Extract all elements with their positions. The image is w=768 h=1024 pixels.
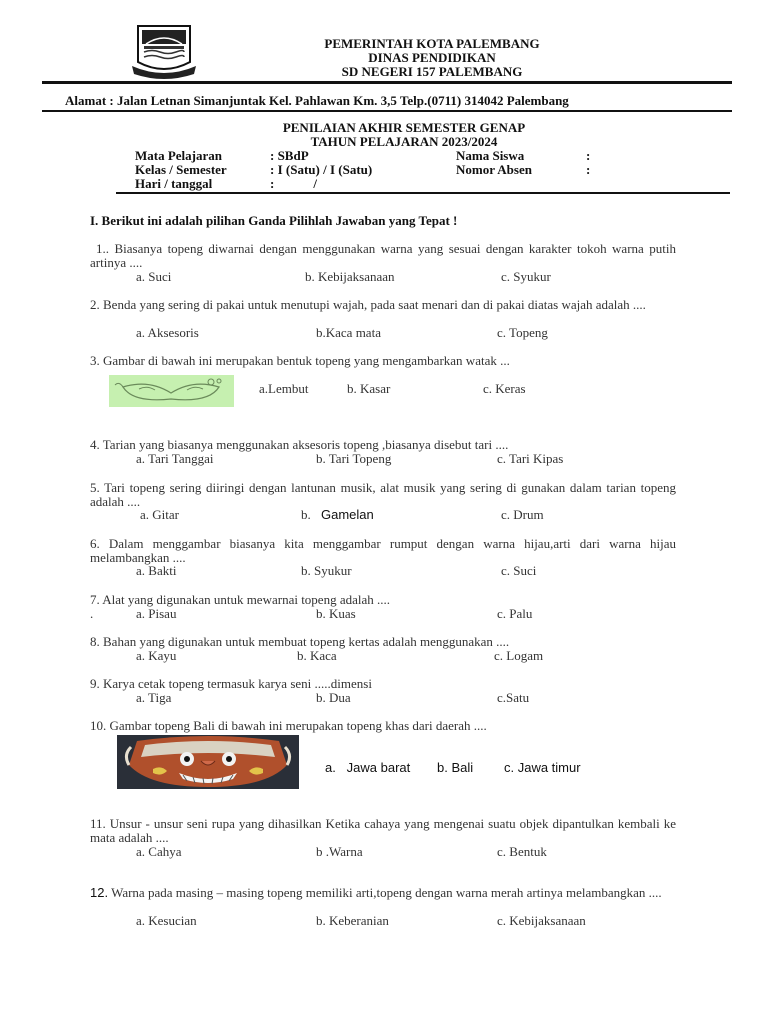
q1-option-b: b. Kebijaksanaan — [305, 269, 395, 284]
nama-label: Nama Siswa — [456, 148, 525, 163]
kelas-label: Kelas / Semester — [135, 162, 227, 177]
q12-option-c: c. Kebijaksanaan — [497, 913, 586, 928]
bali-mask-image — [117, 735, 299, 789]
q7-option-c: c. Palu — [497, 606, 533, 621]
nama-colon: : — [586, 148, 591, 163]
section-title: I. Berikut ini adalah pilihan Ganda Pilihlah Jawaban yang Tepat ! — [90, 213, 458, 228]
q9-option-b: b. Dua — [316, 690, 351, 705]
question-9: 9. Karya cetak topeng termasuk karya seni .....dimensi — [90, 676, 372, 691]
q10-option-a: a. Jawa barat — [325, 760, 411, 775]
header-rule-bottom — [42, 110, 732, 112]
q5-option-b: b. — [301, 507, 311, 522]
question-3: 3. Gambar di bawah ini merupakan bentuk topeng yang mengambarkan watak ... — [90, 353, 510, 368]
q7-option-b: b. Kuas — [316, 606, 356, 621]
q1-option-c: c. Syukur — [501, 269, 551, 284]
header-rule-top — [42, 81, 732, 84]
q11-option-a: a. Cahya — [136, 844, 182, 859]
q6-option-c: c. Suci — [501, 563, 537, 578]
q8-option-a: a. Kayu — [136, 648, 177, 663]
q11-option-b: b .Warna — [316, 844, 363, 859]
question-8: 8. Bahan yang digunakan untuk membuat topeng kertas adalah menggunakan .... — [90, 634, 510, 649]
info-rule — [116, 192, 730, 194]
absen-colon: : — [586, 162, 591, 177]
mapel-value: : SBdP — [270, 148, 309, 163]
q4-option-c: c. Tari Kipas — [497, 451, 564, 466]
question-2: 2. Benda yang sering di pakai untuk menutupi wajah, pada saat menari dan di pakai diatas wajah adalah .... — [90, 297, 646, 312]
question-5: 5. Tari topeng sering diiringi dengan lantunan musik, alat musik yang sering di gunakan dalam tarian topeng adalah .... — [90, 480, 676, 509]
q7-option-a: a. Pisau — [136, 606, 177, 621]
header-address: Alamat : Jalan Letnan Simanjuntak Kel. Pahlawan Km. 3,5 Telp.(0711) 314042 Palembang — [65, 93, 569, 108]
question-12 — [90, 886, 676, 900]
q3-option-b: b. Kasar — [347, 381, 391, 396]
kelas-value: : I (Satu) / I (Satu) — [270, 162, 373, 177]
q12-option-b: b. Keberanian — [316, 913, 389, 928]
q9-option-c: c.Satu — [497, 690, 530, 705]
hari-label: Hari / tanggal — [135, 176, 213, 191]
mapel-label: Mata Pelajaran — [135, 148, 223, 163]
q3-option-a: a.Lembut — [259, 381, 309, 396]
q2-option-a: a. Aksesoris — [136, 325, 199, 340]
q10-option-c: c. Jawa timur — [504, 760, 581, 775]
q5-option-b-gamelan: Gamelan — [321, 507, 374, 522]
question-11: 11. Unsur - unsur seni rupa yang dihasilkan Ketika cahaya yang mengenai suatu objek dipantulkan kembali ke mata adalah .... — [90, 816, 676, 845]
mask-image — [109, 375, 234, 407]
question-1: 1.. Biasanya topeng diwarnai dengan menggunakan warna yang sesuai dengan karakter tokoh warna putih artinya .... — [90, 241, 676, 270]
question-7: 7. Alat yang digunakan untuk mewarnai topeng adalah .... — [90, 592, 391, 607]
q9-option-a: a. Tiga — [136, 690, 172, 705]
q5-option-c: c. Drum — [501, 507, 544, 522]
q8-option-b: b. Kaca — [297, 648, 337, 663]
q2-option-b: b.Kaca mata — [316, 325, 381, 340]
q10-option-b: b. Bali — [437, 760, 474, 775]
hari-value: : / — [270, 176, 317, 191]
header-government: PEMERINTAH KOTA PALEMBANG — [324, 36, 540, 51]
q11-option-c: c. Bentuk — [497, 844, 547, 859]
q8-option-c: c. Logam — [494, 648, 544, 663]
question-10: 10. Gambar topeng Bali di bawah ini merupakan topeng khas dari daerah .... — [90, 718, 487, 733]
question-4: 4. Tarian yang biasanya menggunakan aksesoris topeng ,biasanya disebut tari .... — [90, 437, 509, 452]
question-6: 6. Dalam menggambar biasanya kita menggambar rumput dengan warna hijau,arti dari warna hijau melambangkan .... — [90, 536, 676, 565]
q4-option-a: a. Tari Tanggai — [136, 451, 214, 466]
absen-label: Nomor Absen — [456, 162, 532, 177]
q12-number: 12. — [90, 885, 109, 900]
q6-option-a: a. Bakti — [136, 563, 177, 578]
q3-option-c: c. Keras — [483, 381, 526, 396]
header-department: DINAS PENDIDIKAN — [368, 50, 496, 65]
q1-option-a: a. Suci — [136, 269, 172, 284]
header-school: SD NEGERI 157 PALEMBANG — [341, 64, 523, 79]
q2-option-c: c. Topeng — [497, 325, 548, 340]
exam-year: TAHUN PELAJARAN 2023/2024 — [310, 134, 498, 149]
q6-option-b: b. Syukur — [301, 563, 352, 578]
q5-option-a: a. Gitar — [140, 507, 179, 522]
q12-option-a: a. Kesucian — [136, 913, 197, 928]
exam-title: PENILAIAN AKHIR SEMESTER GENAP — [282, 120, 526, 135]
q12-text: Warna pada masing – masing topeng memiliki arti,topeng dengan warna merah artinya melambangkan .... — [108, 885, 662, 900]
q4-option-b: b. Tari Topeng — [316, 451, 392, 466]
q7-leading-dot: . — [90, 606, 94, 621]
